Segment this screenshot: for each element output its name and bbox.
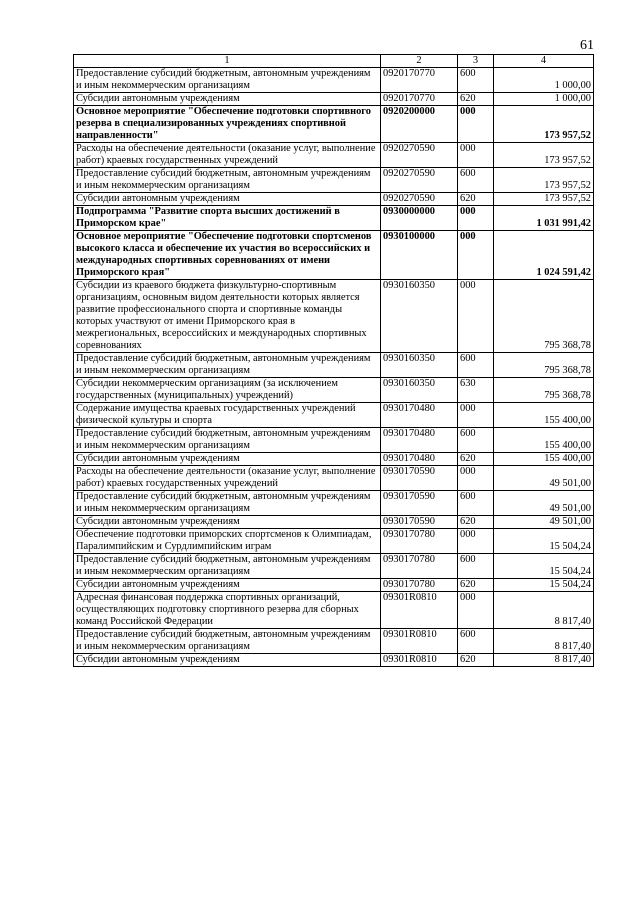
- row-amount-cell: 1 031 991,42: [494, 206, 594, 231]
- table-row: [74, 353, 594, 378]
- row-type-cell: 600: [458, 68, 494, 93]
- row-type-cell: 000: [458, 106, 494, 143]
- row-type-cell: 000: [458, 529, 494, 554]
- row-name-cell: Обеспечение подготовки приморских спортсменов к Олимпиадам, Паралимпийским и Сурдлимпийским играм: [74, 529, 381, 554]
- header-cell-type: 3: [458, 55, 494, 68]
- row-code-cell: 0930170590: [381, 491, 458, 516]
- row-name-cell: Субсидии некоммерческим организациям (за исключением государственных (муниципальных) учреждений): [74, 378, 381, 403]
- table-row: [74, 629, 594, 654]
- table-row: [74, 428, 594, 453]
- row-name-cell: Предоставление субсидий бюджетным, автономным учреждениям и иным некоммерческим организациям: [74, 629, 381, 654]
- row-amount-cell: 1 000,00: [494, 93, 594, 106]
- row-amount-cell: 795 368,78: [494, 280, 594, 353]
- row-type-cell: 600: [458, 629, 494, 654]
- row-amount-cell: 1 024 591,42: [494, 231, 594, 280]
- row-amount-cell: 8 817,40: [494, 654, 594, 667]
- row-code-cell: 0930170480: [381, 428, 458, 453]
- row-type-cell: 000: [458, 403, 494, 428]
- table-row: [74, 143, 594, 168]
- row-name-cell: Расходы на обеспечение деятельности (оказание услуг, выполнение работ) краевых государственных учреждений: [74, 143, 381, 168]
- row-amount-cell: 8 817,40: [494, 629, 594, 654]
- row-name-cell: Предоставление субсидий бюджетным, автономным учреждениям и иным некоммерческим организациям: [74, 168, 381, 193]
- row-name-cell: Субсидии автономным учреждениям: [74, 654, 381, 667]
- table-row: [74, 280, 594, 353]
- row-code-cell: 09301R0810: [381, 629, 458, 654]
- table-row: [74, 453, 594, 466]
- row-type-cell: 600: [458, 491, 494, 516]
- row-type-cell: 620: [458, 579, 494, 592]
- row-code-cell: 0930100000: [381, 231, 458, 280]
- row-code-cell: 09301R0810: [381, 654, 458, 667]
- row-name-cell: Предоставление субсидий бюджетным, автономным учреждениям и иным некоммерческим организациям: [74, 491, 381, 516]
- row-type-cell: 000: [458, 592, 494, 629]
- row-name-cell: Основное мероприятие "Обеспечение подготовки спортивного резерва в специализированных учреждениях спортивной направленности": [74, 106, 381, 143]
- row-amount-cell: 49 501,00: [494, 516, 594, 529]
- row-amount-cell: 49 501,00: [494, 491, 594, 516]
- table-row: [74, 378, 594, 403]
- row-name-cell: Предоставление субсидий бюджетным, автономным учреждениям и иным некоммерческим организациям: [74, 554, 381, 579]
- table-row: [74, 231, 594, 280]
- row-name-cell: Адресная финансовая поддержка спортивных организаций, осуществляющих подготовку спортивного резерва для сборных команд Российской Федерации: [74, 592, 381, 629]
- table-row: [74, 592, 594, 629]
- header-cell-name: 1: [74, 55, 381, 68]
- table-header-row: [74, 55, 594, 68]
- page-number: 61: [580, 38, 594, 53]
- table-row: [74, 516, 594, 529]
- row-name-cell: Предоставление субсидий бюджетным, автономным учреждениям и иным некоммерческим организациям: [74, 428, 381, 453]
- row-amount-cell: 1 000,00: [494, 68, 594, 93]
- table-row: [74, 93, 594, 106]
- row-amount-cell: 15 504,24: [494, 579, 594, 592]
- row-code-cell: 0930170780: [381, 579, 458, 592]
- table-row: [74, 654, 594, 667]
- row-type-cell: 000: [458, 466, 494, 491]
- row-name-cell: Субсидии автономным учреждениям: [74, 516, 381, 529]
- row-type-cell: 600: [458, 353, 494, 378]
- row-type-cell: 000: [458, 206, 494, 231]
- row-name-cell: Субсидии из краевого бюджета физкультурно-спортивным организациям, основным видом деятельности которых является развитие профессионального спорта и спортивные команды которых участвуют от имени Приморского края в межрегиональных, всероссийских и международных спортивных соревнованиях: [74, 280, 381, 353]
- row-code-cell: 0930160350: [381, 353, 458, 378]
- table-row: [74, 466, 594, 491]
- row-code-cell: 0920170770: [381, 93, 458, 106]
- row-code-cell: 0920170770: [381, 68, 458, 93]
- row-code-cell: 0930000000: [381, 206, 458, 231]
- table-row: [74, 403, 594, 428]
- row-name-cell: Субсидии автономным учреждениям: [74, 579, 381, 592]
- row-amount-cell: 173 957,52: [494, 106, 594, 143]
- row-code-cell: 0930170480: [381, 403, 458, 428]
- row-type-cell: 620: [458, 93, 494, 106]
- row-amount-cell: 155 400,00: [494, 403, 594, 428]
- row-name-cell: Основное мероприятие "Обеспечение подготовки спортсменов высокого класса и обеспечение их участия во всероссийских и международных спортивных соревнованиях от имени Приморского края": [74, 231, 381, 280]
- row-type-cell: 620: [458, 654, 494, 667]
- row-amount-cell: 155 400,00: [494, 428, 594, 453]
- table-row: [74, 168, 594, 193]
- budget-table: [73, 54, 594, 667]
- row-code-cell: 0930170590: [381, 466, 458, 491]
- row-type-cell: 000: [458, 143, 494, 168]
- table-row: [74, 579, 594, 592]
- row-type-cell: 620: [458, 193, 494, 206]
- row-type-cell: 000: [458, 280, 494, 353]
- row-amount-cell: 173 957,52: [494, 193, 594, 206]
- row-type-cell: 630: [458, 378, 494, 403]
- row-code-cell: 0920270590: [381, 168, 458, 193]
- row-name-cell: Подпрограмма "Развитие спорта высших достижений в Приморском крае": [74, 206, 381, 231]
- row-amount-cell: 155 400,00: [494, 453, 594, 466]
- table-row: [74, 206, 594, 231]
- row-amount-cell: 15 504,24: [494, 529, 594, 554]
- row-code-cell: 09301R0810: [381, 592, 458, 629]
- table-row: [74, 491, 594, 516]
- row-type-cell: 000: [458, 231, 494, 280]
- row-amount-cell: 8 817,40: [494, 592, 594, 629]
- table-row: [74, 529, 594, 554]
- row-name-cell: Содержание имущества краевых государственных учреждений физической культуры и спорта: [74, 403, 381, 428]
- row-name-cell: Субсидии автономным учреждениям: [74, 453, 381, 466]
- row-amount-cell: 173 957,52: [494, 143, 594, 168]
- row-amount-cell: 173 957,52: [494, 168, 594, 193]
- table-row: [74, 193, 594, 206]
- row-amount-cell: 49 501,00: [494, 466, 594, 491]
- row-type-cell: 620: [458, 516, 494, 529]
- row-type-cell: 600: [458, 428, 494, 453]
- row-code-cell: 0930170590: [381, 516, 458, 529]
- row-code-cell: 0930160350: [381, 280, 458, 353]
- row-name-cell: Субсидии автономным учреждениям: [74, 193, 381, 206]
- row-type-cell: 600: [458, 554, 494, 579]
- row-amount-cell: 795 368,78: [494, 378, 594, 403]
- table-row: [74, 554, 594, 579]
- row-code-cell: 0930170780: [381, 554, 458, 579]
- table-row: [74, 106, 594, 143]
- header-cell-amount: 4: [494, 55, 594, 68]
- row-code-cell: 0920270590: [381, 193, 458, 206]
- table-row: [74, 68, 594, 93]
- row-amount-cell: 15 504,24: [494, 554, 594, 579]
- row-code-cell: 0930160350: [381, 378, 458, 403]
- row-type-cell: 620: [458, 453, 494, 466]
- header-cell-code: 2: [381, 55, 458, 68]
- row-code-cell: 0930170780: [381, 529, 458, 554]
- row-type-cell: 600: [458, 168, 494, 193]
- row-name-cell: Предоставление субсидий бюджетным, автономным учреждениям и иным некоммерческим организациям: [74, 68, 381, 93]
- row-name-cell: Субсидии автономным учреждениям: [74, 93, 381, 106]
- row-code-cell: 0920200000: [381, 106, 458, 143]
- row-name-cell: Предоставление субсидий бюджетным, автономным учреждениям и иным некоммерческим организациям: [74, 353, 381, 378]
- row-code-cell: 0920270590: [381, 143, 458, 168]
- row-name-cell: Расходы на обеспечение деятельности (оказание услуг, выполнение работ) краевых государственных учреждений: [74, 466, 381, 491]
- row-amount-cell: 795 368,78: [494, 353, 594, 378]
- row-code-cell: 0930170480: [381, 453, 458, 466]
